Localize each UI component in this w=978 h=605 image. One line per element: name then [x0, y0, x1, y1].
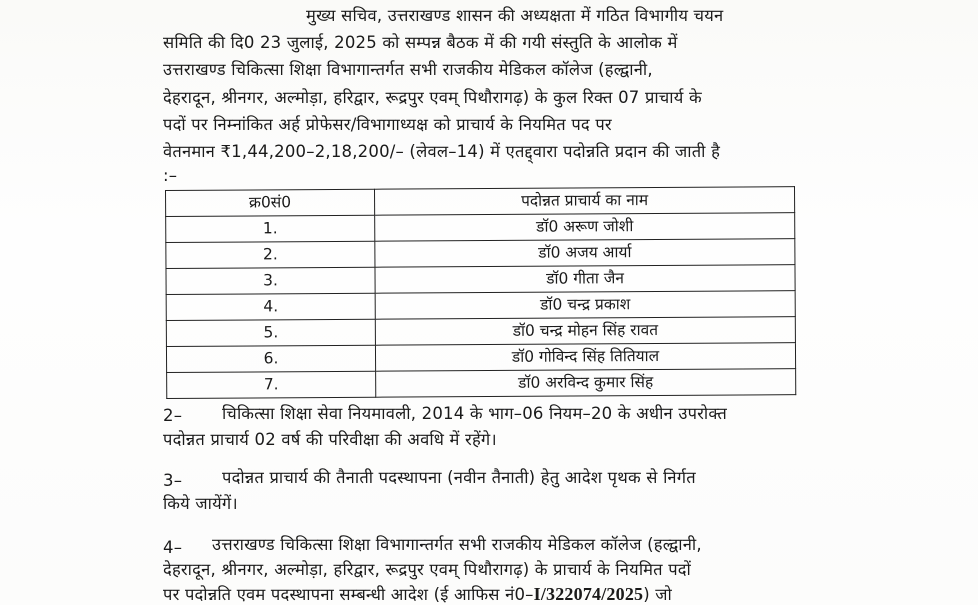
table-row — [166, 239, 795, 269]
serial-cell: 5. — [166, 319, 375, 346]
header-name: पदोन्नत प्राचार्य का नाम — [374, 187, 794, 216]
para1-line7: :– — [163, 166, 178, 185]
para3-number: 3– — [163, 471, 183, 490]
name-cell: डॉ0 अजय आर्या — [375, 239, 795, 268]
table-row — [166, 291, 795, 321]
serial-cell: 6. — [166, 345, 375, 372]
para1-line3: उत्तराखण्ड चिकित्सा शिक्षा विभागान्तर्गत सभी राजकीय मेडिकल कॉलेज (हल्द्वानी, — [163, 60, 653, 79]
para2-line2: पदोन्नत प्राचार्य 02 वर्ष की परिवीक्षा की अवधि में रहेंगे। — [163, 430, 497, 449]
para4-line3-suffix: ) जो — [643, 585, 673, 604]
name-cell: डॉ0 चन्द्र मोहन सिंह रावत — [375, 317, 795, 346]
eoffice-reference-number: I/322074/2025 — [533, 584, 644, 604]
table-row — [166, 343, 795, 373]
para1-line2: समिति की दि0 23 जुलाई, 2025 को सम्पन्न बैठक में की गयी संस्तुति के आलोक में — [163, 33, 678, 52]
para3-line1: पदोन्नत प्राचार्य की तैनाती पदस्थापना (नवीन तैनाती) हेतु आदेश पृथक से निर्गत — [222, 468, 696, 487]
serial-cell: 7. — [167, 371, 376, 398]
para1-line6: वेतनमान ₹1,44,200–2,18,200/– (लेवल–14) में एतद्द्वारा पदोन्नति प्रदान की जाती है — [163, 142, 721, 161]
table-row — [167, 369, 796, 399]
para2-number: 2– — [163, 406, 183, 425]
para2-line1: चिकित्सा शिक्षा सेवा नियमावली, 2014 के भाग–06 नियम–20 के अधीन उपरोक्त — [222, 404, 728, 423]
para4-line1: उत्तराखण्ड चिकित्सा शिक्षा विभागान्तर्गत सभी राजकीय मेडिकल कॉलेज (हल्द्वानी, — [212, 535, 702, 554]
para4-line3 — [163, 584, 672, 605]
serial-cell: 3. — [166, 267, 375, 294]
name-cell: डॉ0 गीता जैन — [375, 265, 795, 294]
para4-line2: देहरादून, श्रीनगर, अल्मोड़ा, हरिद्वार, रूद्रपुर एवम् पिथौरागढ़) के प्राचार्य के नियमित पदों — [163, 560, 692, 579]
table-row — [166, 317, 795, 347]
table-row — [166, 265, 795, 295]
para4-line3-prefix: पर पदोन्नति एवम पदस्थापना सम्बन्धी आदेश (ई आफिस नं0– — [163, 585, 534, 604]
para3-line2: किये जायेंगें। — [163, 494, 238, 513]
serial-cell: 1. — [166, 215, 375, 242]
table-header-row — [166, 187, 795, 217]
name-cell: डॉ0 अरविन्द कुमार सिंह — [376, 369, 796, 398]
para1-line5: पदों पर निम्नांकित अर्ह प्रोफेसर/विभागाध्यक्ष को प्राचार्य के नियमित पद पर — [163, 115, 612, 134]
table-row — [166, 213, 795, 243]
para4-number: 4– — [163, 538, 183, 557]
name-cell: डॉ0 चन्द्र प्रकाश — [375, 291, 795, 320]
header-serial: क्र0सं0 — [166, 189, 375, 216]
name-cell: डॉ0 अरूण जोशी — [375, 213, 795, 242]
promotion-table — [165, 186, 796, 399]
para1-line1: मुख्य सचिव, उत्तराखण्ड शासन की अध्यक्षता में गठित विभागीय चयन — [306, 6, 724, 25]
serial-cell: 2. — [166, 241, 375, 268]
name-cell: डॉ0 गोविन्द सिंह तितियाल — [375, 343, 795, 372]
serial-cell: 4. — [166, 293, 375, 320]
para1-line4: देहरादून, श्रीनगर, अल्मोड़ा, हरिद्वार, रूद्रपुर एवम् पिथौरागढ़) के कुल रिक्त 07 प्राचार्य के — [163, 88, 702, 107]
